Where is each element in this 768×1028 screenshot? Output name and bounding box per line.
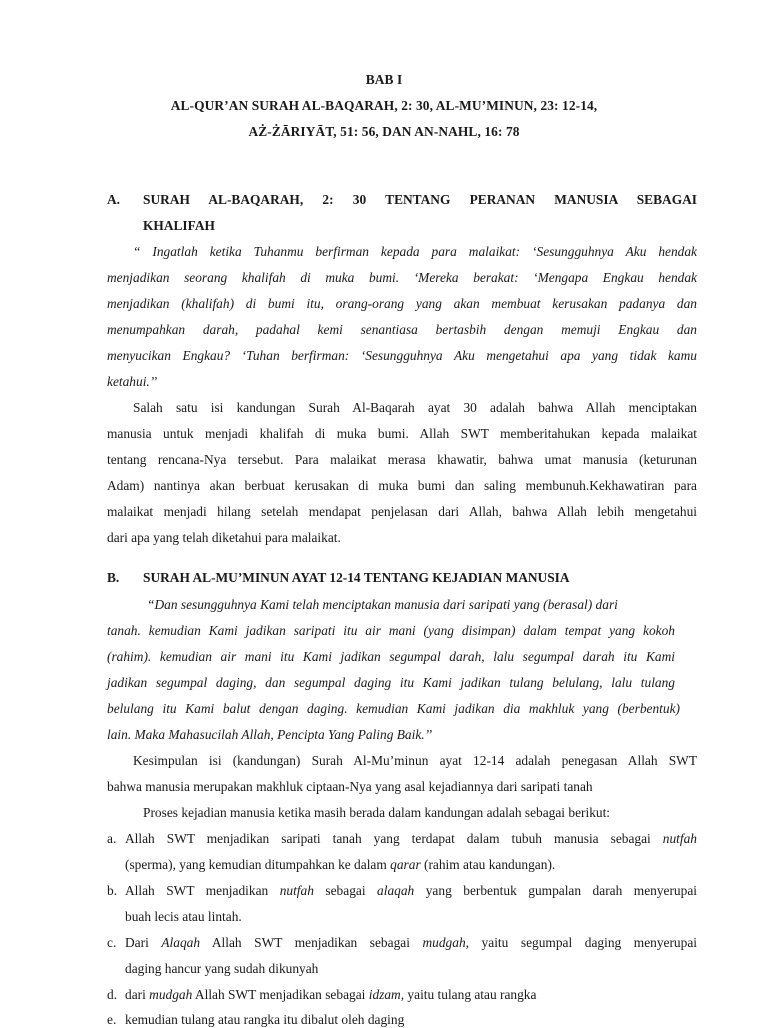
verse-b-line: lain. Maka Mahasucilah Allah, Pencipta Yang Paling Baik.’’: [107, 727, 433, 742]
section-b-marker: B.: [107, 570, 120, 585]
list-item-e: kemudian tulang atau rangka itu dibalut oleh daging: [125, 1012, 405, 1027]
list-marker-e: e.: [107, 1012, 117, 1027]
body-a-line: Salah satu isi kandungan Surah Al-Baqarah ayat 30 adalah bahwa Allah menciptakan: [133, 400, 697, 415]
list-item-b-line-1: Allah SWT menjadikan nutfah sebagai alaqah yang berbentuk gumpalan darah menyerupai: [125, 883, 697, 898]
chapter-title-line-1: AL-QUR’AN SURAH AL-BAQARAH, 2: 30, AL-MU’MINUN, 23: 12-14,: [170, 98, 598, 113]
verse-a-line: menumpahkan darah, padahal kemi senantiasa bertasbih dengan memuji Engkau dan: [107, 322, 697, 337]
body-a-line: tentang rencana-Nya tersebut. Para malaikat merasa khawatir, bahwa umat manusia (keturunan: [107, 452, 697, 467]
section-a-heading-line-1: SURAH AL-BAQARAH, 2: 30 TENTANG PERANAN MANUSIA SEBAGAI: [143, 192, 697, 207]
conclusion-line-1: Kesimpulan isi (kandungan) Surah Al-Mu’minun ayat 12-14 adalah penegasan Allah SWT: [133, 753, 697, 768]
verse-a-line: menjadikan (khalifah) di bumi itu, orang-orang yang akan membuat kerusakan padanya dan: [107, 296, 697, 311]
verse-a-line: ketahui.’’: [107, 374, 158, 389]
body-a-line: dari apa yang telah diketahui para malaikat.: [107, 530, 341, 545]
list-item-d: dari mudgah Allah SWT menjadikan sebagai idzam, yaitu tulang atau rangka: [125, 987, 537, 1002]
verse-b-line: jadikan segumpal daging, dan segumpal daging itu Kami jadikan tulang belulang, lalu tulang: [107, 675, 675, 690]
verse-b-line: tanah. kemudian Kami jadikan saripati itu air mani (yang disimpan) dalam tempat yang kokoh: [107, 623, 675, 638]
verse-a-line: menjadikan seorang khalifah di muka bumi. ‘Mereka berakat: ‘Mengapa Engkau hendak: [107, 270, 697, 285]
chapter-title-line-2: AŻ-ŻĀRIYĀT, 51: 56, DAN AN-NAHL, 16: 78: [248, 124, 520, 139]
list-marker-a: a.: [107, 831, 117, 846]
list-item-a-line-1: Allah SWT menjadikan saripati tanah yang terdapat dalam tubuh manusia sebagai nutfah: [125, 831, 697, 846]
verse-b-line: (rahim). kemudian air mani itu Kami jadikan segumpal darah, lalu segumpal darah itu Kami: [107, 649, 675, 664]
list-marker-b: b.: [107, 883, 118, 898]
section-a-marker: A.: [107, 192, 121, 207]
verse-a-line: “ Ingatlah ketika Tuhanmu berfirman kepada para malaikat: ‘Sesungguhnya Aku hendak: [133, 244, 697, 259]
chapter-label: BAB I: [365, 72, 403, 87]
section-b-heading: SURAH AL-MU’MINUN AYAT 12-14 TENTANG KEJADIAN MANUSIA: [143, 570, 570, 585]
verse-b-line: belulang itu Kami balut dengan daging. kemudian Kami jadikan dia makhluk yang (berbentuk): [107, 701, 680, 716]
body-a-line: Adam) nantinya akan berbuat kerusakan di muka bumi dan saling membunuh.Kekhawatiran para: [107, 478, 697, 493]
verse-b-line: “Dan sesungguhnya Kami telah menciptakan manusia dari saripati yang (berasal) dari: [147, 597, 618, 612]
conclusion-line-2: bahwa manusia merupakan makhluk ciptaan-Nya yang asal kejadiannya dari saripati tanah: [107, 779, 593, 794]
body-a-line: manusia untuk menjadi khalifah di muka bumi. Allah SWT memberitahukan kepada malaikat: [107, 426, 697, 441]
verse-a-line: menyucikan Engkau? ‘Tuhan berfirman: ‘Sesungguhnya Aku mengetahui apa yang tidak kamu: [107, 348, 697, 363]
list-marker-c: c.: [107, 935, 117, 950]
list-marker-d: d.: [107, 987, 118, 1002]
list-item-b-line-2: buah lecis atau lintah.: [125, 909, 242, 924]
list-item-c-line-2: daging hancur yang sudah dikunyah: [125, 961, 319, 976]
list-item-a-line-2: (sperma), yang kemudian ditumpahkan ke dalam qarar (rahim atau kandungan).: [125, 857, 556, 872]
process-intro: Proses kejadian manusia ketika masih berada dalam kandungan adalah sebagai berikut:: [143, 805, 611, 820]
list-item-c-line-1: Dari Alaqah Allah SWT menjadikan sebagai mudgah, yaitu segumpal daging menyerupai: [125, 935, 697, 950]
body-a-line: malaikat menjadi hilang setelah mendapat penjelasan dari Allah, bahwa Allah lebih mengetahui: [107, 504, 697, 519]
section-a-heading-line-2: KHALIFAH: [143, 218, 215, 233]
